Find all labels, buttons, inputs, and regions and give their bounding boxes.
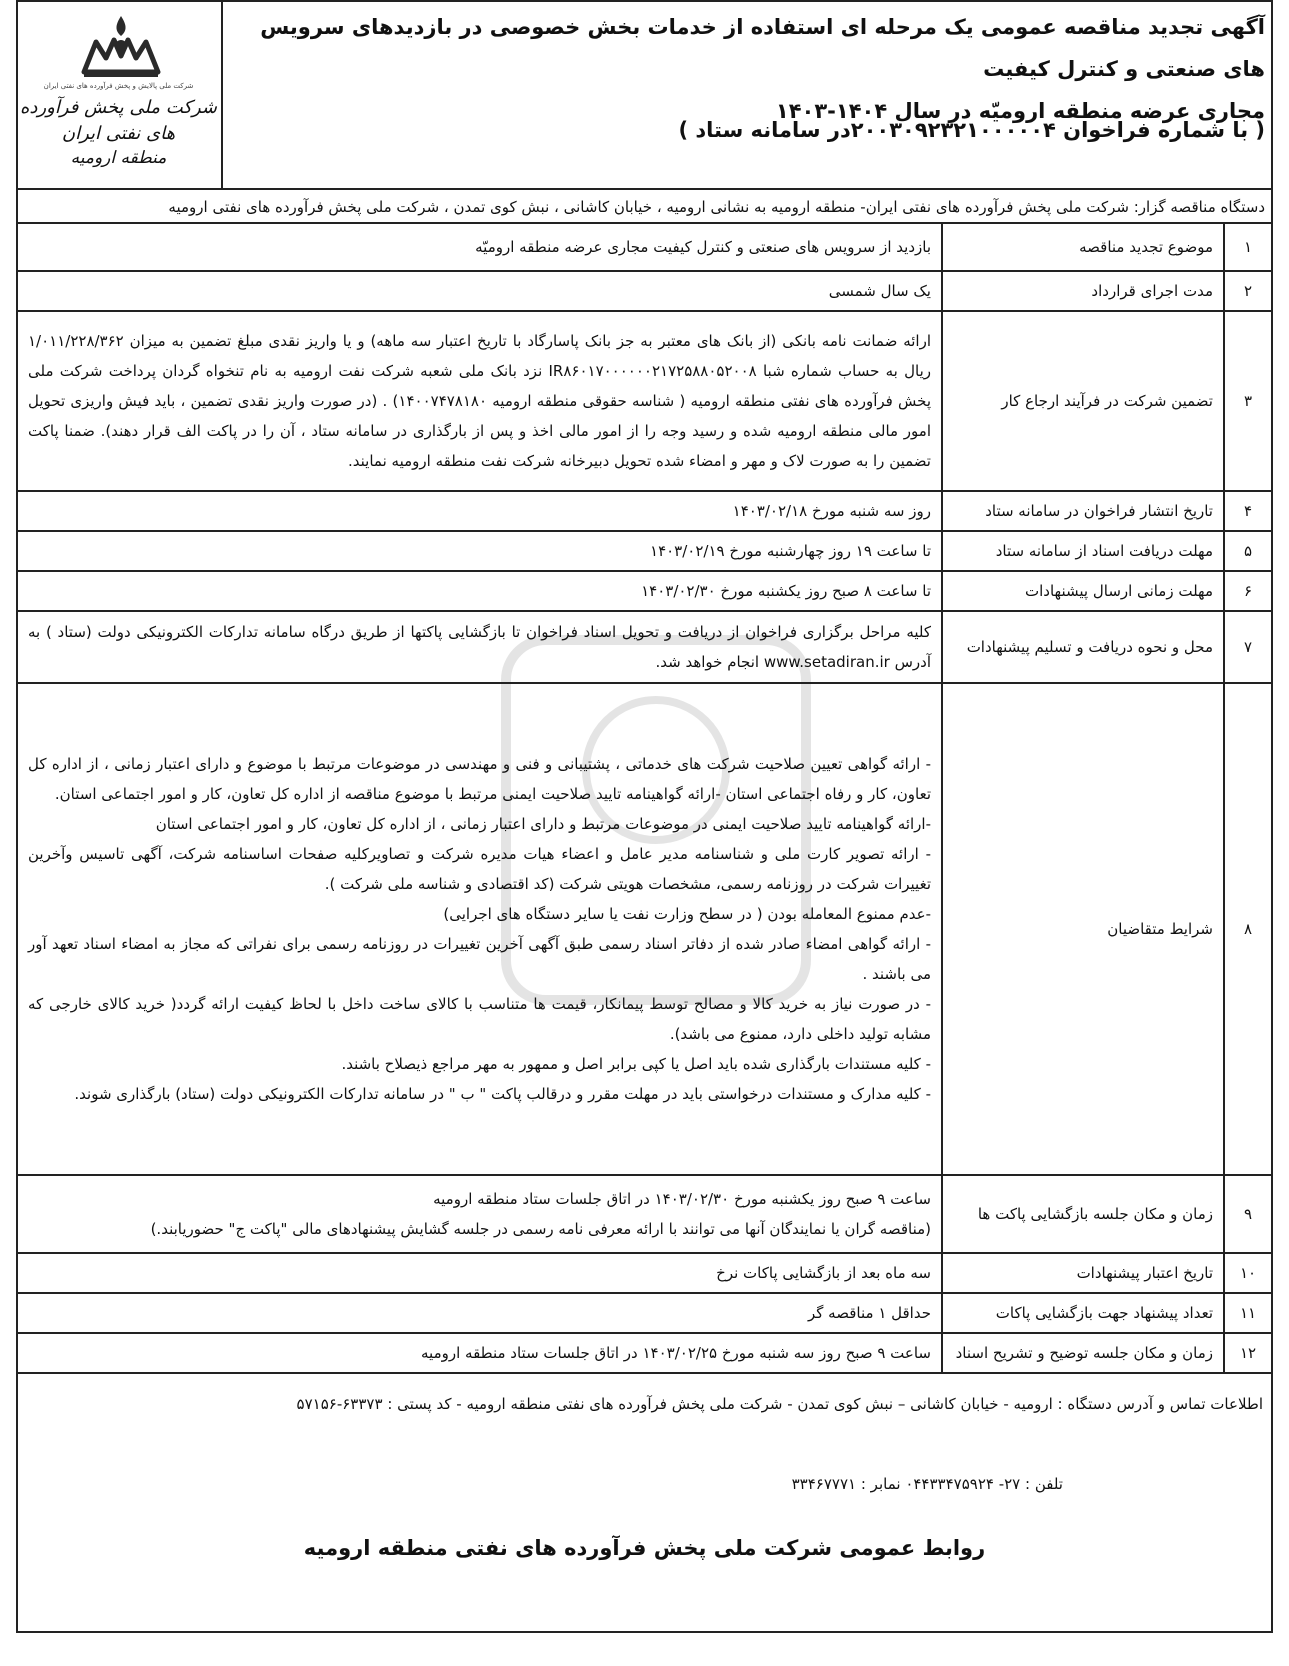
notice-title-line2: مجاری عرضه منطقه ارومیّه در سال ۱۴۰۴-۱۴۰۳ — [775, 99, 1265, 123]
table-row — [17, 571, 1272, 611]
notice-title-line1: آگهی تجدید مناقصه عمومی یک مرحله ای استفاده از خدمات بخش خصوصی در بازدیدهای سرویس های صنعتی و کنترل کیفیت — [260, 15, 1265, 81]
row-value: حداقل ۱ مناقصه گر — [17, 1293, 942, 1333]
row-subject: تاریخ اعتبار پیشنهادات — [942, 1253, 1224, 1293]
table-row — [17, 1293, 1272, 1333]
row-value-line: - کلیه مدارک و مستندات درخواستی باید در مهلت مقرر و درقالب پاکت " ب " در سامانه تدارکات الکترونیکی دولت (ستاد) بارگذاری شوند. — [74, 1085, 931, 1103]
row-value: ارائه ضمانت نامه بانکی (از بانک های معتبر به جز بانک پاسارگاد با تاریخ اعتبار سه ماهه) و یا واریز نقدی مبلغ تضمین به میزان ۱/۰۱۱/۲۲۸/۳۶۲ ریال به حساب شماره شبا IR۸۶۰۱۷۰۰۰۰۰۰۲۱۷۲۵۸۸۰۵۲۰۰۸ نزد بانک ملی شعبه شرکت نفت ارومیه به نام تنخواه گردان پرداخت شرکت ملی پخش فرآورده های نفتی منطقه ارومیه ( شناسه حقوقی منطقه ارومیه ۱۴۰۰۷۴۷۸۱۸۰) . (در صورت واریز نقدی تضمین ، باید فیش واریزی تحویل امور مالی منطقه ارومیه شده و رسید وجه را از امور مالی اخذ و پس از بارگذاری در سامانه ستاد ، آن را در پاکت الف قرار دهند). ضمنا پاکت تضمین را به صورت لاک و مهر و امضاء شده تحویل دبیرخانه شرکت نفت منطقه ارومیه نمایند. — [17, 311, 942, 491]
notice-title — [231, 6, 1265, 132]
row-subject: تضمین شرکت در فرآیند ارجاع کار — [942, 311, 1224, 491]
row-number: ۱ — [1224, 223, 1272, 271]
row-value-line: - ارائه تصویر کارت ملی و شناسنامه مدیر عامل و اعضاء هیات مدیره شرکت و تصاویرکلیه صفحات اساسنامه شرکت، آگهی تاسیس وآخرین تغییرات شرکت در روزنامه رسمی، مشخصات هویتی شرکت (کد اقتصادی و شناسه ملی شرکت ). — [28, 845, 931, 893]
row-subject: محل و نحوه دریافت و تسلیم پیشنهادات — [942, 611, 1224, 683]
table-row — [17, 271, 1272, 311]
row-value — [17, 1175, 942, 1253]
row-number: ۱۱ — [1224, 1293, 1272, 1333]
row-subject: مهلت دریافت اسناد از سامانه ستاد — [942, 531, 1224, 571]
row-subject: تاریخ انتشار فراخوان در سامانه ستاد — [942, 491, 1224, 531]
row-value-line: - کلیه مستندات بارگذاری شده باید اصل یا کپی برابر اصل و ممهور به مهر مراجع ذیصلاح باشند. — [341, 1055, 931, 1073]
notice-header — [16, 0, 1273, 190]
row-value-line: - ارائه گواهی تعیین صلاحیت شرکت های خدماتی ، پشتیبانی و فنی و مهندسی در موضوعات مرتبط با موضوع و دارای اعتبار زمانی ، از اداره کل تعاون، کار و رفاه اجتماعی استان -ارائه گواهینامه تایید صلاحیت ایمنی مرتبط با موضوع مناقصه از اداره کل تعاون، کار و امور اجتماعی استان. — [28, 755, 931, 803]
row-value: بازدید از سرویس های صنعتی و کنترل کیفیت مجاری عرضه منطقه ارومیّه — [17, 223, 942, 271]
row-subject: تعداد پیشنهاد جهت بازگشایی پاکات — [942, 1293, 1224, 1333]
row-value: تا ساعت ۱۹ روز چهارشنبه مورخ ۱۴۰۳/۰۲/۱۹ — [17, 531, 942, 571]
row-value: سه ماه بعد از بازگشایی پاکات نرخ — [17, 1253, 942, 1293]
tender-organizer: دستگاه مناقصه گزار: شرکت ملی پخش فرآورده های نفتی ایران- منطقه ارومیه به نشانی ارومیه ، خیابان کاشانی ، نبش کوی تمدن ، شرکت ملی پخش فرآورده های نفتی ارومیه — [168, 198, 1265, 216]
row-number: ۴ — [1224, 491, 1272, 531]
row-subject: مدت اجرای قرارداد — [942, 271, 1224, 311]
row-value-line: ساعت ۹ صبح روز یکشنبه مورخ ۱۴۰۳/۰۲/۳۰ در اتاق جلسات ستاد منطقه ارومیه — [433, 1190, 931, 1208]
contact-address: اطلاعات تماس و آدرس دستگاه : ارومیه - خیابان کاشانی – نبش کوی تمدن - شرکت ملی پخش فرآورده های نفتی منطقه ارومیه - کد پستی : ۶۳۳۷۳-۵۷۱۵۶ — [296, 1395, 1263, 1413]
row-value: روز سه شنبه مورخ ۱۴۰۳/۰۲/۱۸ — [17, 491, 942, 531]
row-value-line: -عدم ممنوع المعامله بودن ( در سطح وزارت نفت یا سایر دستگاه های اجرایی) — [443, 905, 931, 923]
row-subject: شرایط متقاضیان — [942, 683, 1224, 1175]
logo-small-text: شرکت ملی پالایش و پخش فرآورده های نفتی ایران — [43, 82, 194, 90]
row-value: تا ساعت ۸ صبح روز یکشنبه مورخ ۱۴۰۳/۰۲/۳۰ — [17, 571, 942, 611]
row-number: ۳ — [1224, 311, 1272, 491]
row-number: ۱۰ — [1224, 1253, 1272, 1293]
table-row — [17, 223, 1272, 271]
row-subject: مهلت زمانی ارسال پیشنهادات — [942, 571, 1224, 611]
row-subject: زمان و مکان جلسه بازگشایی پاکت ها — [942, 1175, 1224, 1253]
tender-items-table — [16, 222, 1273, 1374]
logo-company-name: شرکت ملی پخش فرآورده های نفتی ایران — [20, 97, 217, 144]
row-subject: موضوع تجدید مناقصه — [942, 223, 1224, 271]
contact-phone: تلفن : ۲۷- ۰۴۴۳۳۴۷۵۹۲۴ نمابر : ۳۳۴۶۷۷۷۱ — [791, 1475, 1063, 1493]
row-number: ۱۲ — [1224, 1333, 1272, 1373]
row-value: کلیه مراحل برگزاری فراخوان از دریافت و تحویل اسناد فراخوان تا بازگشایی پاکتها از طریق درگاه سامانه تدارکات الکترونیکی دولت (ستاد ) به آدرس www.setadiran.ir انجام خواهد شد. — [17, 611, 942, 683]
table-row — [17, 1175, 1272, 1253]
table-row — [17, 491, 1272, 531]
logo-region: منطقه ارومیه — [70, 148, 167, 168]
row-value: ساعت ۹ صبح روز سه شنبه مورخ ۱۴۰۳/۰۲/۲۵ در اتاق جلسات ستاد منطقه ارومیه — [17, 1333, 942, 1373]
row-value-line: - ارائه گواهی امضاء صادر شده از دفاتر اسناد رسمی طبق آگهی آخرین تغییرات در روزنامه رسمی برای نفراتی که مجاز به امضاء اسناد تعهد آور می باشند . — [28, 935, 931, 983]
row-value: یک سال شمسی — [17, 271, 942, 311]
table-row — [17, 1333, 1272, 1373]
row-number: ۹ — [1224, 1175, 1272, 1253]
row-value-line: (مناقصه گران یا نمایندگان آنها می توانند با ارائه معرفی نامه رسمی در جلسه گشایش پیشنهادهای مالی "پاکت ج" حضوریابند.) — [150, 1220, 931, 1238]
tender-notice-page — [16, 0, 1273, 1666]
row-number: ۷ — [1224, 611, 1272, 683]
row-value-line: - در صورت نیاز به خرید کالا و مصالح توسط پیمانکار، قیمت ها متناسب با کالای ساخت داخل با لحاظ کیفیت ارائه گردد( خرید کالای خارجی که مشابه تولید داخلی دارد، ممنوع می باشد). — [28, 995, 931, 1043]
table-row — [17, 611, 1272, 683]
row-number: ۲ — [1224, 271, 1272, 311]
row-number: ۸ — [1224, 683, 1272, 1175]
row-value — [17, 683, 942, 1175]
company-logo-box — [16, 0, 223, 190]
table-row — [17, 683, 1272, 1175]
table-row — [17, 311, 1272, 491]
row-number: ۵ — [1224, 531, 1272, 571]
row-subject: زمان و مکان جلسه توضیح و تشریح اسناد — [942, 1333, 1224, 1373]
table-row — [17, 531, 1272, 571]
table-row — [17, 1253, 1272, 1293]
row-value-line: -ارائه گواهینامه تایید صلاحیت ایمنی در موضوعات مرتبط و دارای اعتبار زمانی ، از اداره کل تعاون، کار و امور اجتماعی استان — [155, 815, 931, 833]
company-logo-icon — [76, 12, 166, 82]
call-number: ( با شماره فراخوان ۲۰۰۳۰۹۲۳۲۱۰۰۰۰۰۴در سامانه ستاد ) — [678, 118, 1265, 142]
row-number: ۶ — [1224, 571, 1272, 611]
public-relations-signature: روابط عمومی شرکت ملی پخش فرآورده های نفتی منطقه ارومیه — [303, 1536, 986, 1560]
